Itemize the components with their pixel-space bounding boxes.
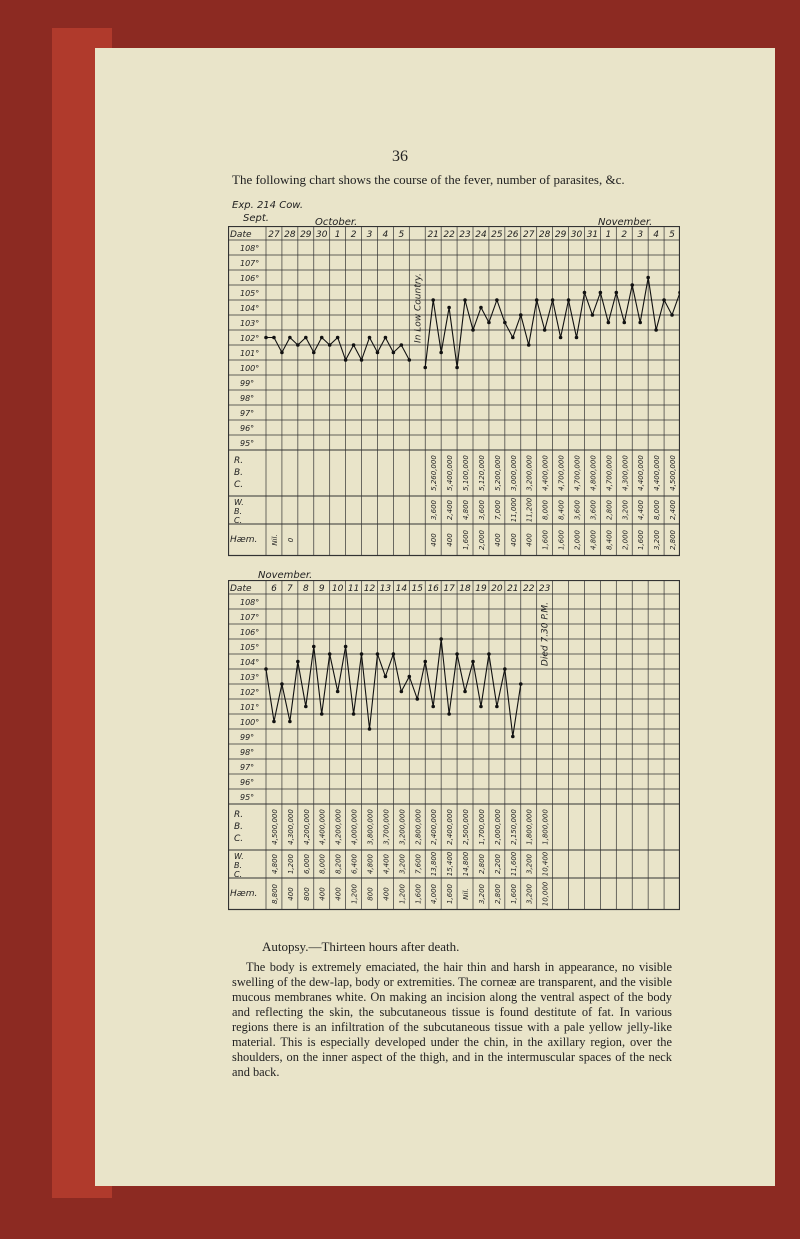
temperature-point <box>392 652 396 656</box>
haem-value: 800 <box>366 887 375 901</box>
rbc-value: 3,200,000 <box>398 809 407 845</box>
date-header: 23 <box>538 584 551 594</box>
date-header: 27 <box>268 230 280 240</box>
page-number: 36 <box>392 148 408 165</box>
temperature-point <box>368 336 372 340</box>
date-header: 31 <box>586 230 599 240</box>
haem-value: 3,200 <box>477 883 486 905</box>
rbc-row-label: C. <box>234 480 244 490</box>
temperature-point <box>567 298 571 302</box>
rbc-value: 4,500,000 <box>669 455 678 491</box>
wbc-value: 3,600 <box>430 499 439 521</box>
temperature-point <box>384 675 388 679</box>
temperature-point <box>662 298 666 302</box>
wbc-value: 14,800 <box>462 851 471 877</box>
date-header: 5 <box>398 230 405 240</box>
haem-value: Nil. <box>462 888 471 900</box>
wbc-value: 2,800 <box>605 499 614 521</box>
date-header: 17 <box>443 584 455 594</box>
date-header: 12 <box>363 584 376 594</box>
haem-value: 1,600 <box>637 529 646 551</box>
haem-value: 400 <box>318 887 327 901</box>
date-header: 10 <box>331 584 344 594</box>
wbc-value: 4,800 <box>366 853 375 875</box>
date-header: 15 <box>411 584 423 594</box>
date-header: 29 <box>554 230 567 240</box>
temperature-point <box>519 313 523 317</box>
autopsy-paragraph: The body is extremely emaciated, the hair thin and harsh in appearance, no visible swelling of the dew-lap, body or extremities. The corneæ are transparent, and the visible mucous membranes white. On making an incision along the ventral aspect of the body and reflecting the skin, the subcutaneous tissue is found destitute of fat. In various regions there is an infiltration of the subcutaneous tissue with a pale yellow jelly-like material. This is especially developed under the chin, in the axillary region, over the shoulders, on the inner aspect of the thigh, and in the intermuscular spaces of the neck and back. <box>232 960 672 1079</box>
haem-value: 3,200 <box>653 529 662 551</box>
temperature-tick-label: 108° <box>240 598 260 607</box>
rbc-value: 4,700,000 <box>573 455 582 491</box>
temperature-point <box>479 705 483 709</box>
temperature-point <box>344 358 348 362</box>
haem-value: 1,600 <box>557 529 566 551</box>
wbc-value: 7,000 <box>493 499 502 521</box>
wbc-value: 1,200 <box>286 853 295 875</box>
rbc-row-label: R. <box>234 810 244 820</box>
temperature-line <box>266 338 409 361</box>
rbc-value: 3,700,000 <box>382 809 391 845</box>
haem-value: 400 <box>334 887 343 901</box>
date-header: 2 <box>350 230 357 240</box>
temperature-tick-label: 102° <box>240 688 260 697</box>
rbc-value: 3,000,000 <box>509 455 518 491</box>
wbc-value: 4,400 <box>382 853 391 875</box>
date-row-label: Date <box>230 230 252 240</box>
wbc-row-label: B. <box>234 861 243 870</box>
wbc-value: 4,800 <box>462 499 471 521</box>
wbc-value: 7,600 <box>414 853 423 875</box>
date-header: 27 <box>523 230 535 240</box>
date-header: 3 <box>366 230 373 240</box>
date-header: 28 <box>538 230 551 240</box>
rbc-value: 4,700,000 <box>605 455 614 491</box>
temperature-point <box>479 306 483 310</box>
temperature-point <box>638 321 642 325</box>
wbc-value: 15,400 <box>446 851 455 877</box>
date-header: 25 <box>491 230 503 240</box>
rbc-row-label: B. <box>234 822 244 832</box>
wbc-value: 8,000 <box>318 853 327 875</box>
temperature-point <box>471 328 475 332</box>
temperature-point <box>463 690 467 694</box>
haem-value: 1,200 <box>398 883 407 905</box>
temperature-tick-label: 101° <box>240 703 260 712</box>
wbc-value: 8,000 <box>541 499 550 521</box>
temperature-point <box>615 291 619 295</box>
temperature-point <box>288 336 292 340</box>
temperature-point <box>328 652 332 656</box>
temperature-point <box>336 690 340 694</box>
wbc-value: 4,400 <box>637 499 646 521</box>
rbc-value: 4,200,000 <box>302 809 311 845</box>
rbc-value: 4,800,000 <box>589 455 598 491</box>
temperature-point <box>431 705 435 709</box>
temperature-tick-label: 104° <box>240 658 260 667</box>
haem-value: 2,800 <box>669 529 678 551</box>
temperature-point <box>519 682 523 686</box>
temperature-point <box>551 298 555 302</box>
temperature-point <box>280 351 284 355</box>
wbc-row-label: C. <box>234 870 243 879</box>
rbc-value: 1,800,000 <box>541 809 550 845</box>
wbc-row-label: W. <box>234 498 244 507</box>
rbc-value: 4,400,000 <box>637 455 646 491</box>
haem-value: 8,400 <box>605 529 614 551</box>
haem-value: 400 <box>493 533 502 547</box>
temperature-point <box>511 735 515 739</box>
temperature-point <box>376 351 380 355</box>
date-header: 14 <box>395 584 408 594</box>
temperature-point <box>415 697 419 701</box>
date-header: 22 <box>443 230 455 240</box>
wbc-value: 2,400 <box>446 499 455 521</box>
date-header: 22 <box>523 584 535 594</box>
temperature-point <box>304 336 308 340</box>
temperature-tick-label: 102° <box>240 334 260 343</box>
haem-value: 1,600 <box>541 529 550 551</box>
temperature-tick-label: 105° <box>240 643 260 652</box>
temperature-tick-label: 95° <box>240 793 255 802</box>
temperature-point <box>455 652 459 656</box>
rbc-value: 2,800,000 <box>414 809 423 845</box>
temperature-point <box>312 351 316 355</box>
wbc-value: 3,200 <box>525 853 534 875</box>
temperature-point <box>559 336 563 340</box>
temperature-point <box>352 712 356 716</box>
wbc-row-label: B. <box>234 507 243 516</box>
haem-value: 2,000 <box>477 529 486 551</box>
rbc-value: 4,400,000 <box>541 455 550 491</box>
rbc-value: 4,700,000 <box>557 455 566 491</box>
temperature-point <box>622 321 626 325</box>
temperature-point <box>392 351 396 355</box>
haem-row-label: Hæm. <box>230 535 258 545</box>
temperature-point <box>678 291 680 295</box>
date-header: 11 <box>347 584 360 594</box>
temperature-point <box>272 336 276 340</box>
wbc-value: 8,000 <box>653 499 662 521</box>
date-header: 26 <box>507 230 519 240</box>
rbc-value: 4,400,000 <box>318 809 327 845</box>
rbc-value: 4,300,000 <box>286 809 295 845</box>
wbc-value: 10,400 <box>541 851 550 877</box>
temperature-point <box>360 358 364 362</box>
haem-value: 4,800 <box>589 529 598 551</box>
haem-value: 1,600 <box>462 529 471 551</box>
haem-value: 1,600 <box>509 883 518 905</box>
temperature-point <box>630 283 634 287</box>
temperature-tick-label: 105° <box>240 289 260 298</box>
temperature-point <box>575 336 579 340</box>
temperature-tick-label: 98° <box>240 394 255 403</box>
month-label-sept: Sept. <box>243 213 269 224</box>
date-header: 29 <box>300 230 312 240</box>
wbc-value: 3,200 <box>398 853 407 875</box>
rbc-value: 4,200,000 <box>334 809 343 845</box>
month-label-october: October. <box>315 217 358 228</box>
temperature-point <box>400 690 404 694</box>
rbc-row-label: B. <box>234 468 244 478</box>
date-header: 13 <box>379 584 392 594</box>
temperature-point <box>431 298 435 302</box>
date-header: 19 <box>475 584 487 594</box>
rbc-value: 5,200,000 <box>493 455 502 491</box>
date-header: 28 <box>284 230 296 240</box>
temperature-tick-label: 103° <box>240 673 260 682</box>
temperature-tick-label: 96° <box>240 778 255 787</box>
haem-value: 400 <box>525 533 534 547</box>
haem-value: 2,000 <box>621 529 630 551</box>
temperature-point <box>288 720 292 724</box>
temperature-point <box>503 321 507 325</box>
rbc-value: 2,400,000 <box>446 809 455 845</box>
rbc-value: 5,120,000 <box>477 455 486 491</box>
haem-value: 8,800 <box>270 883 279 905</box>
temperature-point <box>503 667 507 671</box>
date-row-label: Date <box>230 584 252 594</box>
date-header: 20 <box>491 584 503 594</box>
temperature-point <box>360 652 364 656</box>
temperature-chart-1 <box>228 226 680 566</box>
temperature-tick-label: 101° <box>240 349 260 358</box>
rbc-value: 5,260,000 <box>430 455 439 491</box>
temperature-point <box>296 343 300 347</box>
temperature-tick-label: 97° <box>240 409 255 418</box>
temperature-point <box>400 343 404 347</box>
chart2-month-label: November. <box>258 570 313 581</box>
temperature-point <box>423 366 427 370</box>
haem-value: 400 <box>382 887 391 901</box>
temperature-point <box>487 652 491 656</box>
date-header: 5 <box>669 230 675 240</box>
wbc-row-label: C. <box>234 516 243 525</box>
temperature-point <box>439 351 443 355</box>
haem-value: 1,600 <box>414 883 423 905</box>
temperature-point <box>543 328 547 332</box>
rbc-value: 4,000,000 <box>350 809 359 845</box>
wbc-value: 3,200 <box>621 499 630 521</box>
date-header: 7 <box>287 584 293 594</box>
temperature-point <box>336 336 340 340</box>
rbc-value: 2,500,000 <box>462 809 471 845</box>
rbc-value: 4,400,000 <box>653 455 662 491</box>
rbc-value: 2,150,000 <box>509 809 518 845</box>
temperature-point <box>511 336 515 340</box>
wbc-value: 2,200 <box>493 853 502 875</box>
temperature-point <box>423 660 427 664</box>
rbc-row-label: C. <box>234 834 244 844</box>
temperature-point <box>447 712 451 716</box>
temperature-point <box>384 336 388 340</box>
date-header: 23 <box>459 230 471 240</box>
temperature-tick-label: 100° <box>240 718 260 727</box>
rbc-value: 1,800,000 <box>525 809 534 845</box>
temperature-point <box>439 637 443 641</box>
date-header: 9 <box>318 584 325 594</box>
temperature-tick-label: 104° <box>240 304 260 313</box>
temperature-point <box>344 645 348 649</box>
wbc-value: 8,400 <box>557 499 566 521</box>
temperature-point <box>599 291 603 295</box>
temperature-point <box>527 343 531 347</box>
temperature-point <box>487 321 491 325</box>
temperature-tick-label: 103° <box>240 319 260 328</box>
temperature-point <box>328 343 332 347</box>
wbc-value: 3,600 <box>573 499 582 521</box>
haem-value: Nil. <box>270 534 279 546</box>
wbc-value: 2,800 <box>477 853 486 875</box>
date-header: 4 <box>653 230 659 240</box>
temperature-point <box>264 336 268 340</box>
temperature-tick-label: 106° <box>240 628 260 637</box>
temperature-tick-label: 95° <box>240 439 255 448</box>
temperature-tick-label: 107° <box>240 613 260 622</box>
temperature-point <box>320 336 324 340</box>
date-header: 3 <box>637 230 644 240</box>
temperature-tick-label: 108° <box>240 244 260 253</box>
haem-value: 400 <box>286 887 295 901</box>
temperature-point <box>646 276 650 280</box>
temperature-point <box>495 298 499 302</box>
rbc-value: 3,800,000 <box>366 809 375 845</box>
rbc-row-label: R. <box>234 456 244 466</box>
temperature-point <box>272 720 276 724</box>
date-header: 1 <box>334 230 341 240</box>
experiment-title: Exp. 214 Cow. <box>232 200 304 211</box>
wbc-value: 6,400 <box>350 853 359 875</box>
temperature-point <box>463 298 467 302</box>
rbc-value: 5,400,000 <box>446 455 455 491</box>
haem-value: 10,000 <box>541 881 550 907</box>
haem-value: 400 <box>446 533 455 547</box>
rbc-value: 5,100,000 <box>462 455 471 491</box>
wbc-value: 8,200 <box>334 853 343 875</box>
haem-value: 3,200 <box>525 883 534 905</box>
temperature-point <box>320 712 324 716</box>
haem-row-label: Hæm. <box>230 889 258 899</box>
temperature-tick-label: 106° <box>240 274 260 283</box>
temperature-point <box>471 660 475 664</box>
wbc-value: 4,800 <box>270 853 279 875</box>
haem-value: 1,600 <box>446 883 455 905</box>
date-header: 21 <box>507 584 519 594</box>
temperature-point <box>296 660 300 664</box>
temperature-point <box>304 705 308 709</box>
rbc-value: 4,300,000 <box>621 455 630 491</box>
rbc-value: 2,000,000 <box>493 809 502 845</box>
wbc-value: 3,600 <box>477 499 486 521</box>
haem-value: 400 <box>509 533 518 547</box>
date-header: 18 <box>459 584 471 594</box>
temperature-chart-2 <box>228 580 680 920</box>
wbc-value: 6,000 <box>302 853 311 875</box>
haem-value: 2,800 <box>493 883 502 905</box>
rbc-value: 1,700,000 <box>477 809 486 845</box>
temperature-point <box>264 667 268 671</box>
date-header: 2 <box>621 230 628 240</box>
temperature-point <box>654 328 658 332</box>
date-header: 21 <box>427 230 439 240</box>
temperature-tick-label: 98° <box>240 748 255 757</box>
temperature-tick-label: 107° <box>240 259 260 268</box>
wbc-value: 13,800 <box>430 851 439 877</box>
haem-value: 2,000 <box>573 529 582 551</box>
haem-value: 0 <box>286 537 295 543</box>
rbc-value: 2,400,000 <box>430 809 439 845</box>
temperature-point <box>368 727 372 731</box>
chart-note: Died 7.30 P.M. <box>540 601 551 667</box>
date-header: 4 <box>382 230 389 240</box>
temperature-point <box>455 366 459 370</box>
month-label-november: November. <box>598 217 653 228</box>
temperature-point <box>408 675 412 679</box>
wbc-value: 11,600 <box>509 851 518 877</box>
wbc-value: 11,000 <box>509 497 518 523</box>
date-header: 8 <box>302 584 309 594</box>
temperature-point <box>376 652 380 656</box>
temperature-point <box>591 313 595 317</box>
date-header: 1 <box>605 230 612 240</box>
temperature-point <box>607 321 611 325</box>
haem-value: 400 <box>430 533 439 547</box>
temperature-point <box>312 645 316 649</box>
wbc-value: 3,600 <box>589 499 598 521</box>
haem-value: 1,200 <box>350 883 359 905</box>
temperature-point <box>447 306 451 310</box>
temperature-tick-label: 100° <box>240 364 260 373</box>
temperature-point <box>352 343 356 347</box>
temperature-point <box>280 682 284 686</box>
date-header: 30 <box>316 230 328 240</box>
haem-value: 4,000 <box>430 883 439 905</box>
wbc-row-label: W. <box>234 852 244 861</box>
temperature-point <box>408 358 412 362</box>
chart-note: In Low Country. <box>413 273 424 343</box>
date-header: 16 <box>427 584 439 594</box>
temperature-point <box>535 298 539 302</box>
temperature-tick-label: 96° <box>240 424 255 433</box>
rbc-value: 3,200,000 <box>525 455 534 491</box>
temperature-tick-label: 99° <box>240 733 255 742</box>
date-header: 6 <box>271 584 277 594</box>
wbc-value: 11,200 <box>525 497 534 523</box>
autopsy-heading: Autopsy.—Thirteen hours after death. <box>262 939 460 954</box>
temperature-point <box>670 313 674 317</box>
temperature-point <box>495 705 499 709</box>
haem-value: 800 <box>302 887 311 901</box>
temperature-point <box>583 291 587 295</box>
wbc-value: 2,400 <box>669 499 678 521</box>
date-header: 24 <box>475 230 487 240</box>
date-header: 30 <box>570 230 583 240</box>
temperature-tick-label: 97° <box>240 763 255 772</box>
rbc-value: 4,500,000 <box>270 809 279 845</box>
intro-text: The following chart shows the course of the fever, number of parasites, &c. <box>232 172 625 187</box>
temperature-tick-label: 99° <box>240 379 255 388</box>
